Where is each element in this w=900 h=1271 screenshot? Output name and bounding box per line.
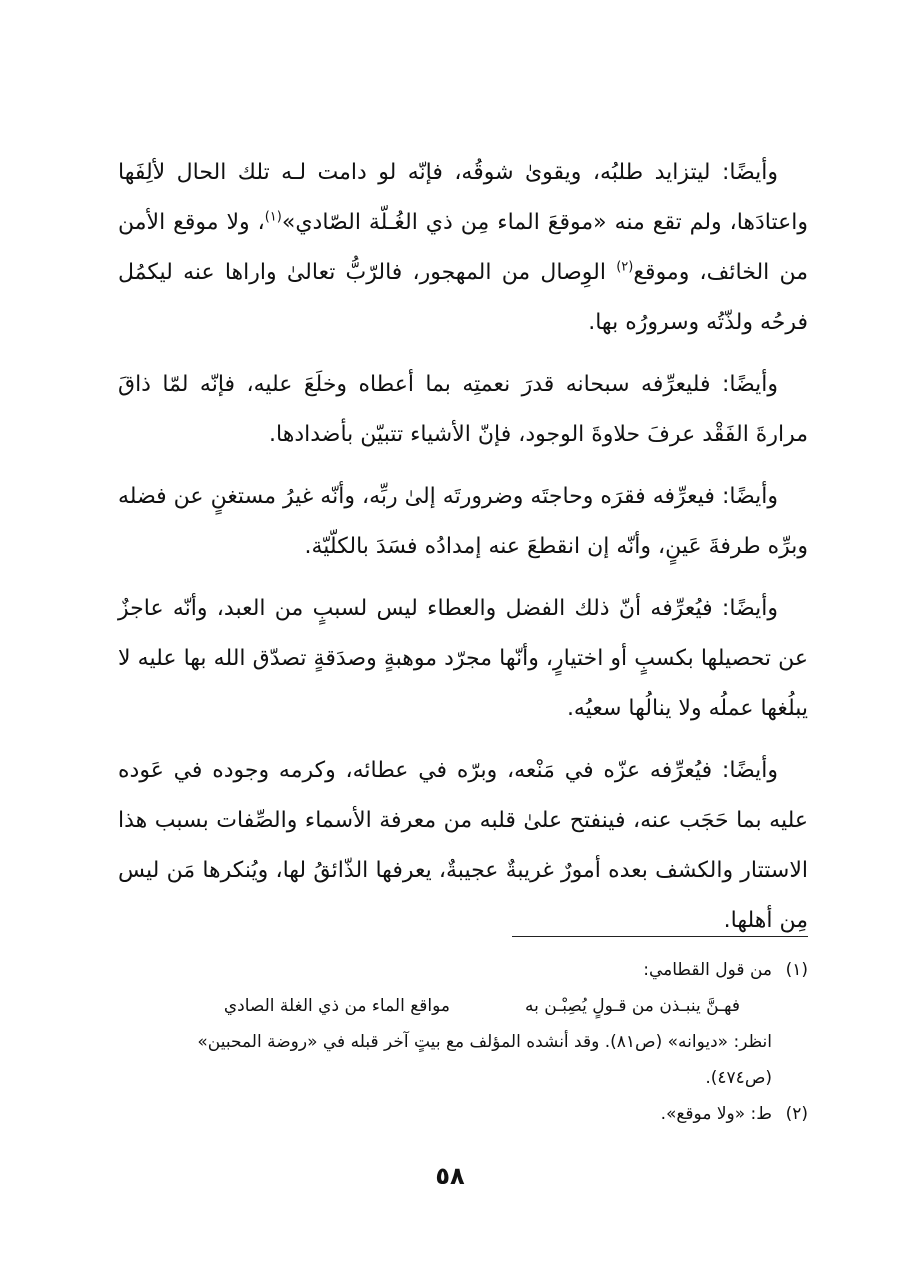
paragraph-2: وأيضًا: فليعرِّفه سبحانه قدرَ نعمتِه بما أعطاه وخلَعَ عليه، فإنّه لمّا ذاقَ مرارةَ الفَقْد عرفَ حلاوةَ الوجود، فإنّ الأشياء تتبيّن بأضدادها.	[118, 372, 808, 447]
verse-second-hemistich: مواقع الماء من ذي الغلة الصادي	[223, 996, 450, 1016]
paragraph-4: وأيضًا: فيُعرِّفه أنّ ذلك الفضل والعطاء ليس لسببٍ من العبد، وأنّه عاجزٌ عن تحصيلها بكسبٍ أو اختيارٍ، وأنّها مجرّد موهبةٍ وصدَقةٍ تصدّق الله بها عليه لا يبلُغها عملُه ولا ينالُها سعيُه.	[118, 596, 808, 721]
footnote-2-text: ط: «ولا موقع».	[660, 1104, 772, 1124]
footnote-1-intro-line	[118, 952, 808, 988]
paragraph-1	[118, 148, 808, 348]
paragraph-3: وأيضًا: فيعرِّفه فقرَه وحاجتَه وضرورتَه إلىٰ ربِّه، وأنّه غيرُ مستغنٍ عن فضله وبرِّه طرفةَ عَينٍ، وأنّه إن انقطعَ عنه إمدادُه فسَدَ بالكلّيّة.	[118, 484, 808, 559]
paragraph-1-part-b: ، ولا موقع الأمن من الخائف، وموقع	[118, 210, 809, 285]
verse-first-hemistich: فهـنَّ ينبـذن من قـولٍ يُصِبْـن به	[525, 996, 740, 1016]
footnotes	[118, 952, 808, 1132]
main-text	[118, 148, 808, 958]
footnote-2-number: (٢)	[785, 1104, 808, 1124]
footnote-separator	[512, 936, 808, 937]
page-number: ٥٨	[435, 1162, 465, 1190]
footnote-2	[118, 1096, 808, 1132]
footnote-ref-2: (٢)	[616, 259, 634, 275]
footnote-1-note-continued: (ص٤٧٤).	[705, 1068, 772, 1088]
paragraph-1-part-c: الوِصال من المهجور، فالرّبُّ تعالىٰ واراها عنه ليكمُل فرحُه ولذّتُه وسرورُه بها.	[118, 260, 808, 335]
footnote-1-verse	[118, 988, 808, 1024]
footnote-ref-1: (١)	[264, 209, 282, 225]
footnote-1-number: (١)	[785, 960, 808, 980]
footnote-1-note: انظر: «ديوانه» (ص٨١). وقد أنشده المؤلف مع بيتٍ آخر قبله في «روضة المحبين»	[197, 1032, 772, 1052]
paragraph-1-part-a: وأيضًا: ليتزايد طلبُه، ويقوىٰ شوقُه، فإنّه لو دامت لـه تلك الحال لألِفَها واعتادَها، ولم تقع منه «موقعَ الماء مِن ذي الغُـلّة الصّادي»	[118, 160, 809, 235]
paragraph-5: وأيضًا: فيُعرِّفه عزّه في مَنْعه، وبرّه في عطائه، وكرمه وجوده في عَوده عليه بما حَجَب عنه، فينفتح علىٰ قلبه من معرفة الأسماء والصِّفات بسبب هذا الاستتار والكشف بعده أمورٌ غريبةٌ عجيبةٌ، يعرفها الذّائقُ لها، ويُنكرها مَن ليس مِن أهلها.	[118, 758, 808, 933]
footnote-1-intro: من قول القطامي:	[643, 960, 772, 980]
